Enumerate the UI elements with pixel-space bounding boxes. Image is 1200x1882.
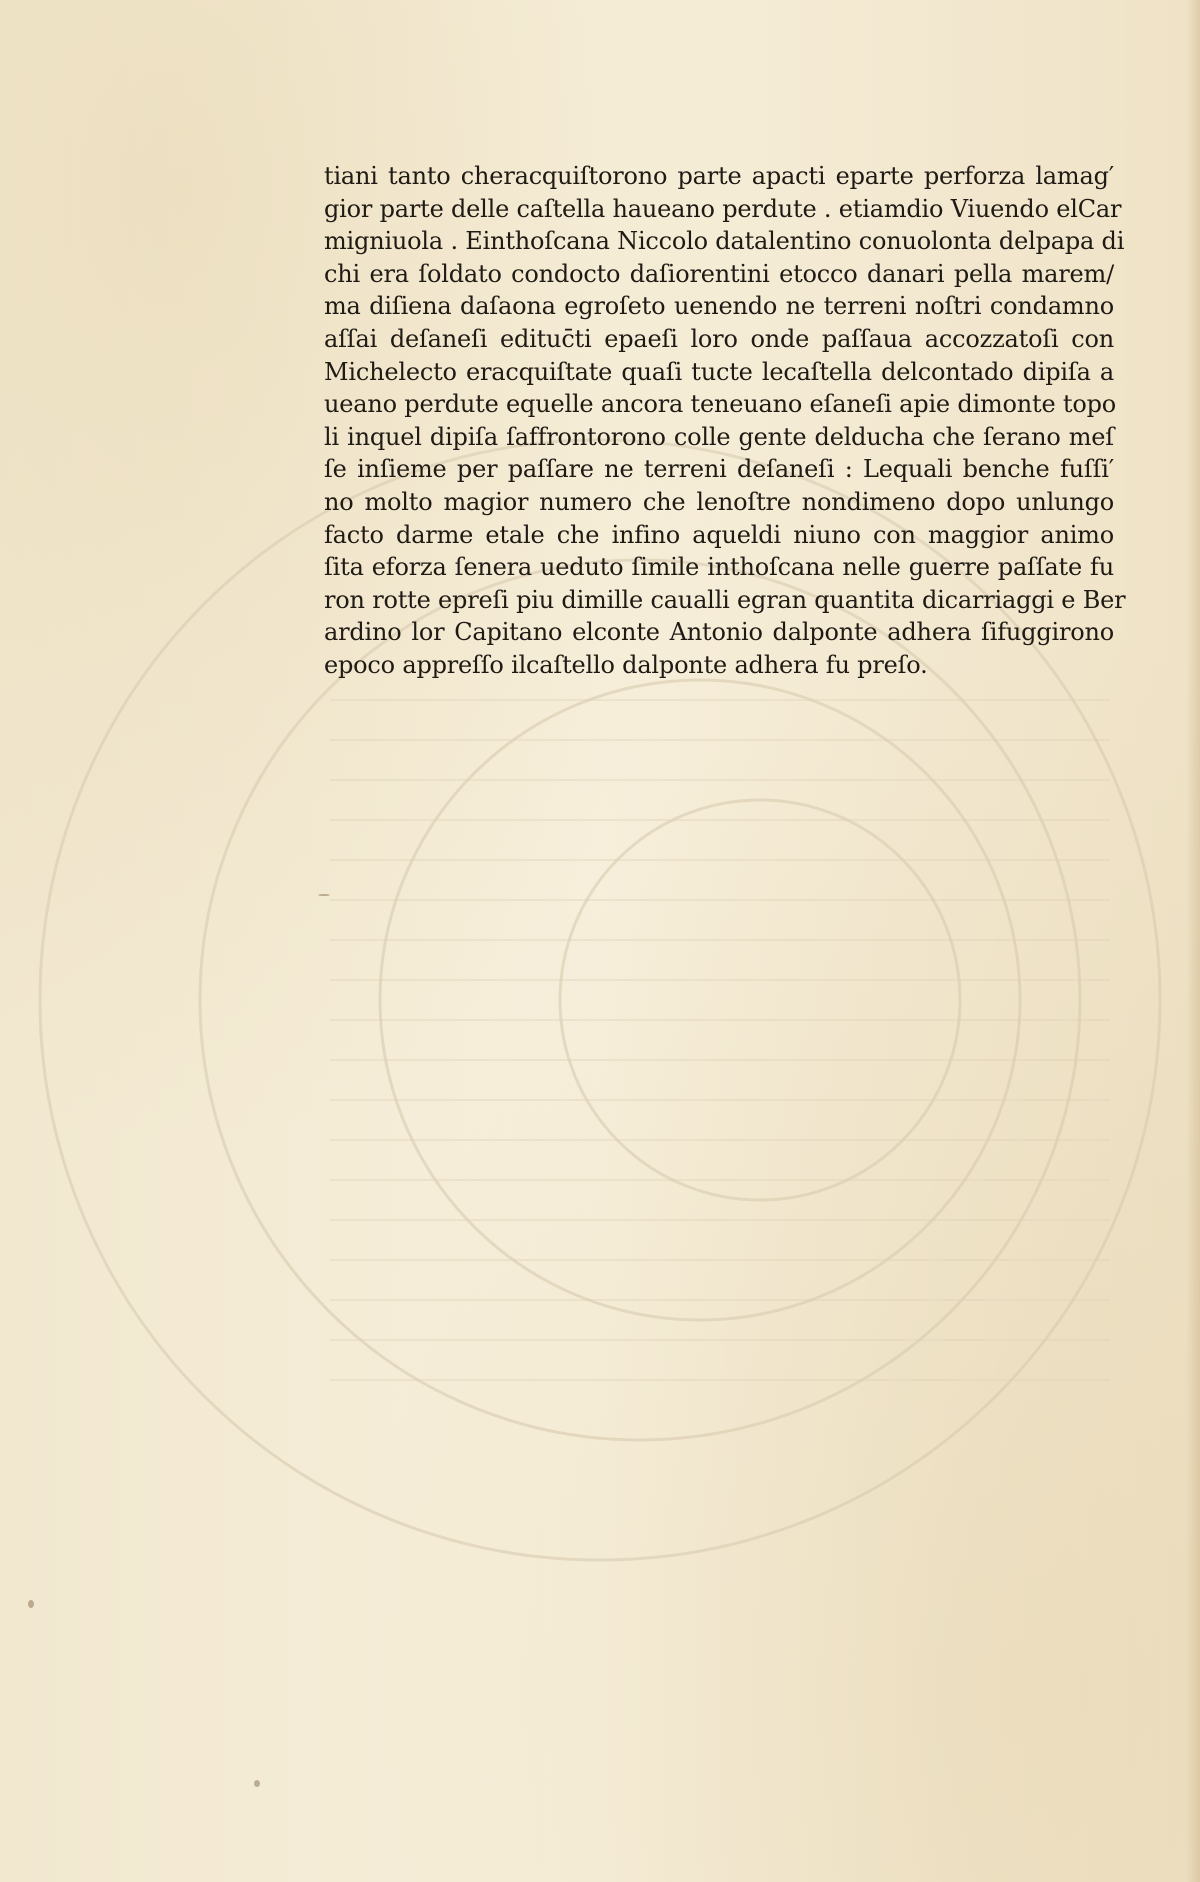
paper-stain bbox=[318, 894, 330, 896]
text-line: ma diſiena daſaona egroſeto uenendo ne terreni noſtri condamno bbox=[324, 292, 1114, 321]
paper-stain bbox=[254, 1780, 260, 1787]
text-line: chi era ſoldato condocto daſiorentini etocco danari pella marem∕ bbox=[324, 259, 1114, 288]
text-line: ueano perdute equelle ancora teneuano eſaneſi apie dimonte topo bbox=[324, 390, 1117, 419]
text-line: no molto magior numero che lenoſtre nondimeno dopo unlungo bbox=[324, 487, 1114, 516]
watermark-ring-core bbox=[560, 800, 960, 1200]
text-line: Michelecto eracquiſtate quaſi tucte lecaſtella delcontado dipiſa a bbox=[324, 357, 1114, 386]
text-line: aſſai deſaneſi edituc̄ti epaeſi loro onde paſſaua accozzatoſi con bbox=[324, 324, 1114, 353]
printed-text-block bbox=[324, 160, 1126, 682]
text-line: ron rotte epreſi piu dimille caualli egran quantita dicarriaggi e Ber bbox=[324, 585, 1126, 614]
text-line-final: epoco appreſſo ilcaſtello dalponte adhera fu preſo. bbox=[324, 650, 928, 679]
text-line: ſita eforza ſenera ueduto ſimile inthoſcana nelle guerre paſſate fu bbox=[324, 553, 1114, 582]
text-line: gior parte delle caſtella haueano perdute . etiamdio Viuendo elCar bbox=[324, 194, 1122, 223]
text-line: ardino lor Capitano elconte Antonio dalponte adhera ſifuggirono bbox=[324, 618, 1114, 647]
page-edge-shadow bbox=[1186, 0, 1200, 1882]
text-line: ſe inſieme per paſſare ne terreni deſaneſi : Lequali benche fuſſi′ bbox=[324, 455, 1114, 484]
paper-stain bbox=[28, 1600, 34, 1608]
watermark-ring-inner bbox=[380, 680, 1020, 1320]
watermark-ring-middle bbox=[200, 560, 1080, 1440]
text-line: tiani tanto cheracquiſtorono parte apacti eparte perforza lamag′ bbox=[324, 162, 1114, 190]
text-line: migniuola . Einthoſcana Niccolo datalentino conuolonta delpapa di bbox=[324, 227, 1125, 256]
text-line: facto darme etale che infino aqueldi niuno con maggior animo bbox=[324, 520, 1114, 549]
text-line: li inquel dipiſa ſaffrontorono colle gente delducha che ſerano meſ bbox=[324, 422, 1114, 451]
